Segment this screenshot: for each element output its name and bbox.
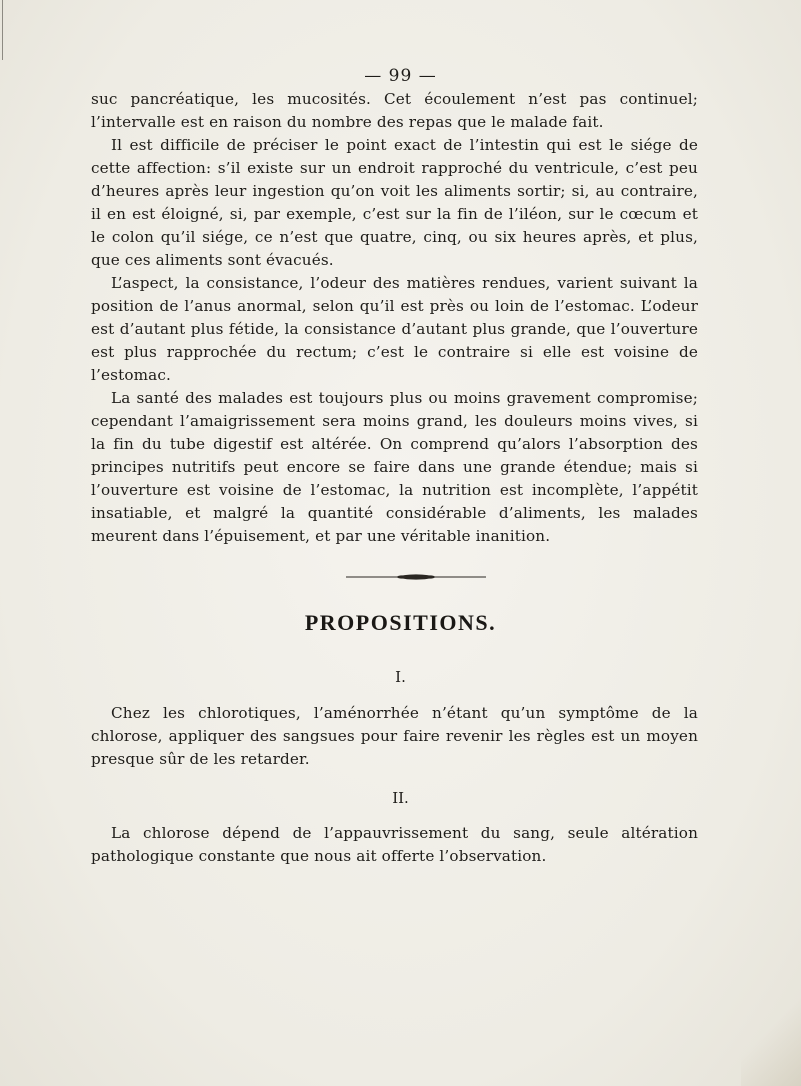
paragraph: L’aspect, la consistance, l’odeur des matières rendues, varient suivant la position de l’anus anormal, selon qu’il est près ou loin de l’estomac. L’odeur est d’autant plus fétide, la consistance d’autant plus grande, que l’ouverture est plus rapprochée du rectum; c’est le contraire si elle est voisine de l’estomac. xyxy=(91,274,698,384)
proposition-numeral: I. xyxy=(395,668,406,686)
paragraph: La santé des malades est toujours plus ou moins gravement compromise; cependant l’amaigrissement sera moins grand, les douleurs moins vives, si la fin du tube digestif est altérée. On comprend qu’alors l’absorption des principes nutritifs peut encore se faire dans une grande étendue; mais si l’ouverture est voisine de l’estomac, la nutrition est incomplète, l’appétit insatiable, et malgré la quantité considérable d’aliments, les malades meurent dans l’épuisement, et par une véritable inanition. xyxy=(91,389,698,545)
propositions-heading: PROPOSITIONS. xyxy=(304,610,497,635)
page-number: — 99 — xyxy=(364,66,437,86)
proposition-text xyxy=(91,702,698,771)
paragraph: Il est difficile de préciser le point exact de l’intestin qui est le siége de cette affection: s’il existe sur un endroit rapproché du ventricule, c’est peu d’heures après leur ingestion qu’on voit les aliments sortir; si, au contraire, il en est éloigné, si, par exemple, c’est sur la fin de l’iléon, sur le cœcum et le colon qu’il siége, ce n’est que quatre, cinq, ou six heures après, et plus, que ces aliments sont évacués. xyxy=(91,136,698,269)
paper-stain xyxy=(741,996,801,1086)
proposition-text xyxy=(91,822,698,868)
proposition-numeral: II. xyxy=(392,789,409,807)
ornamental-divider xyxy=(346,573,486,581)
binding-edge xyxy=(2,0,3,60)
paragraph: La chlorose dépend de l’appauvrissement du sang, seule altération pathologique constante que nous ait offerte l’observation. xyxy=(91,824,698,865)
paragraph: Chez les chlorotiques, l’aménorrhée n’étant qu’un symptôme de la chlorose, appliquer des sangsues pour faire revenir les règles est un moyen presque sûr de les retarder. xyxy=(91,704,698,768)
paragraph: suc pancréatique, les mucosités. Cet écoulement n’est pas continuel; l’intervalle est en raison du nombre des repas que le malade fait. xyxy=(91,90,698,131)
main-text xyxy=(91,88,698,548)
